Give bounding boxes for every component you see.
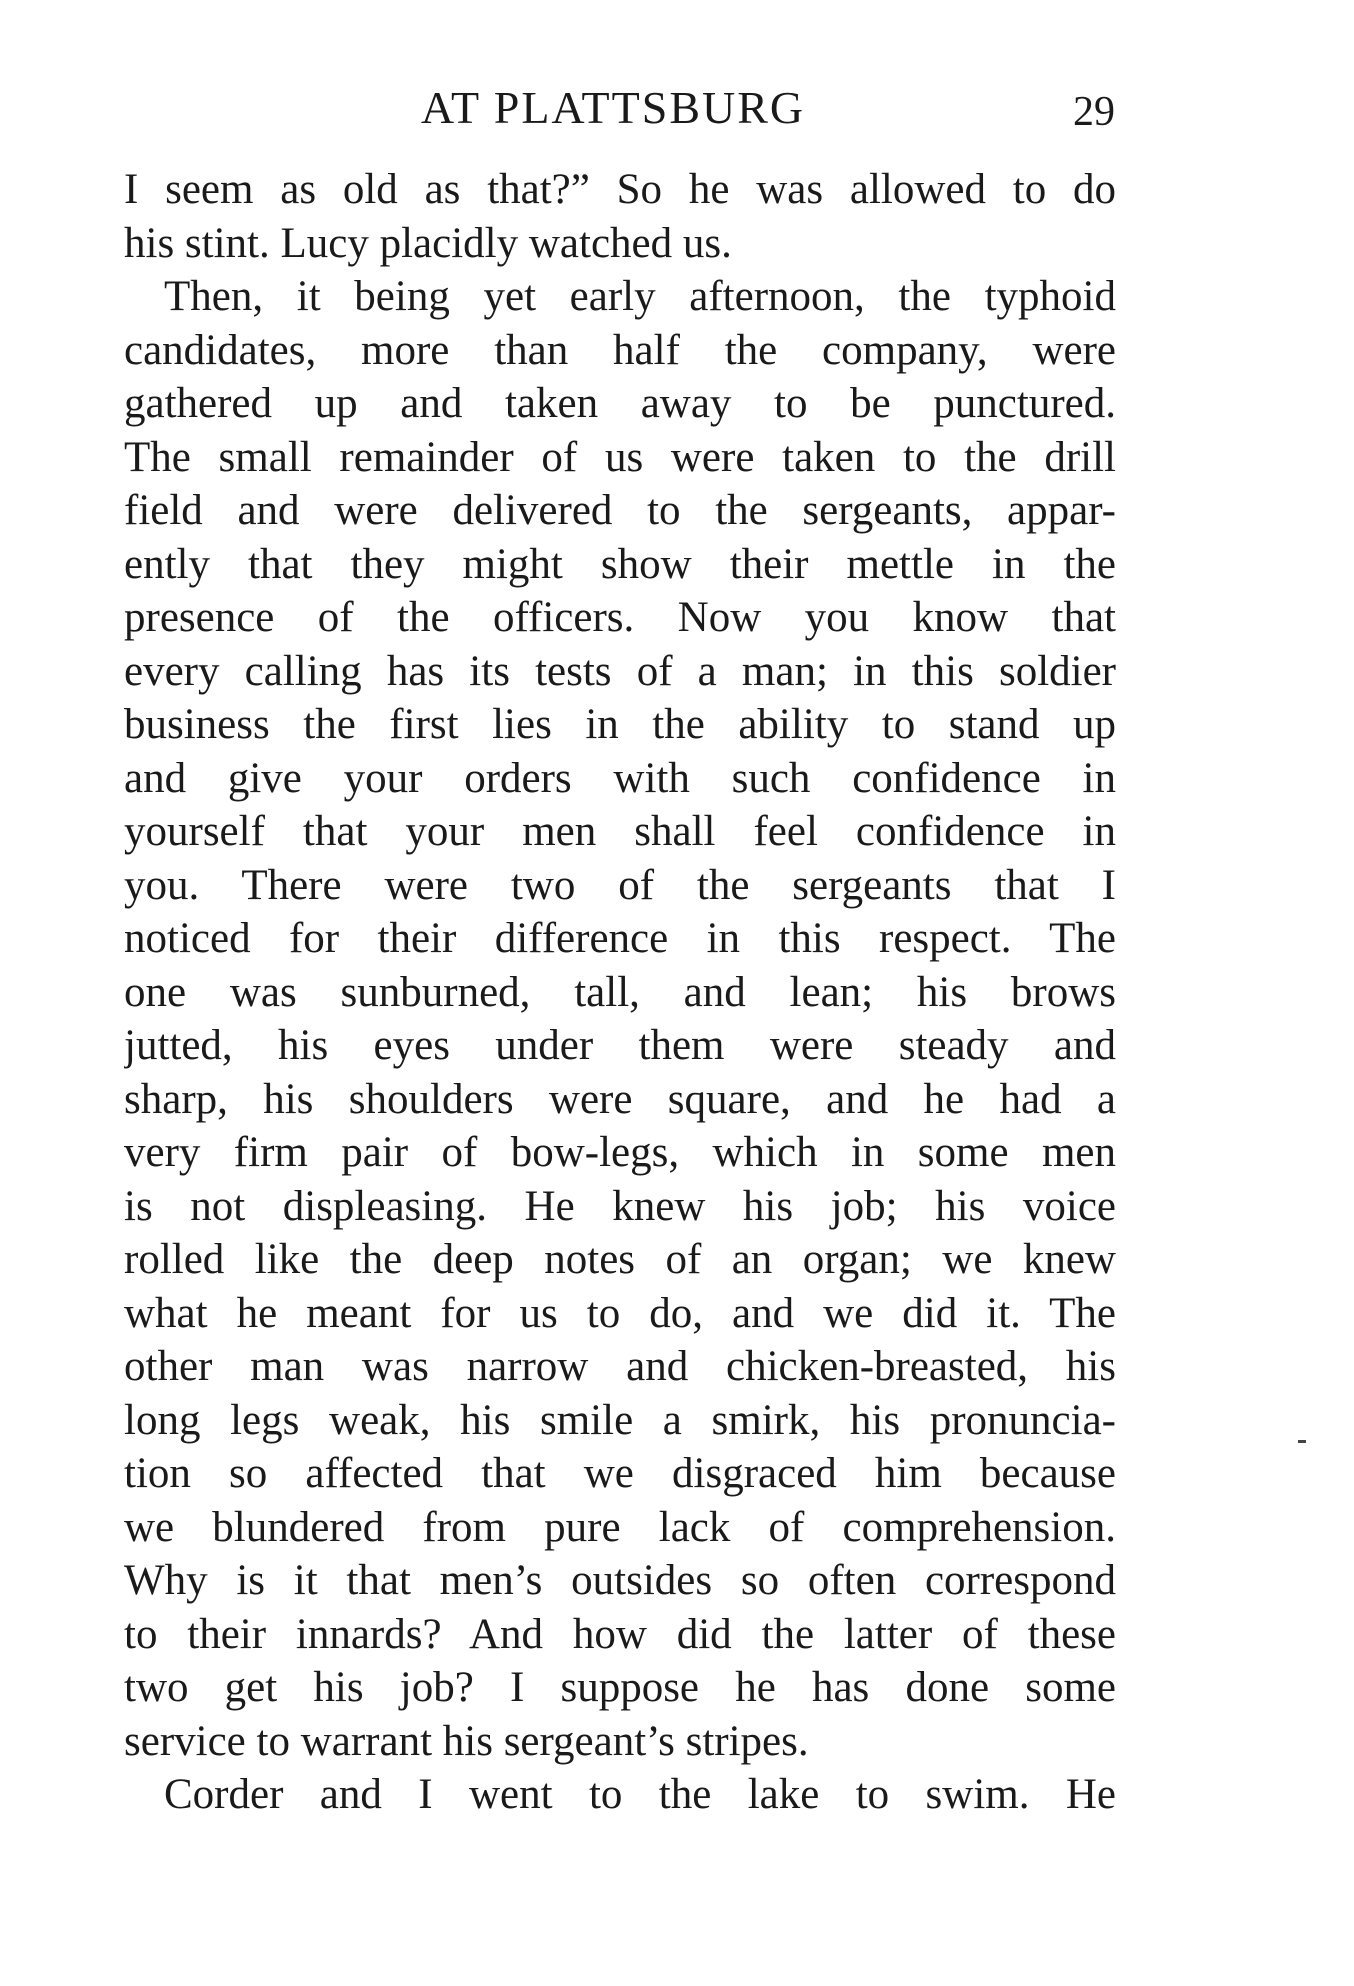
page-number: 29 bbox=[1073, 89, 1115, 135]
body-text bbox=[124, 163, 1116, 1822]
text-line: and give your orders with such confidence in bbox=[124, 754, 1116, 802]
text-line: field and were delivered to the sergeants, appar- bbox=[124, 487, 1116, 534]
text-line: we blundered from pure lack of comprehension. bbox=[124, 1503, 1116, 1551]
text-line: noticed for their difference in this respect. The bbox=[124, 915, 1116, 962]
text-line: every calling has its tests of a man; in this soldier bbox=[124, 647, 1116, 695]
text-line: gathered up and taken away to be punctured. bbox=[124, 380, 1116, 427]
text-line: to their innards? And how did the latter of these bbox=[124, 1610, 1116, 1658]
text-line: candidates, more than half the company, were bbox=[124, 326, 1116, 374]
text-line: sharp, his shoulders were square, and he had a bbox=[124, 1075, 1116, 1123]
margin-mark bbox=[1298, 1440, 1306, 1443]
text-line: long legs weak, his smile a smirk, his pronuncia- bbox=[124, 1396, 1116, 1444]
text-line: rolled like the deep notes of an organ; we knew bbox=[124, 1236, 1116, 1283]
text-line: is not displeasing. He knew his job; his voice bbox=[124, 1182, 1116, 1230]
text-line: ently that they might show their mettle in the bbox=[124, 540, 1116, 588]
text-line: yourself that your men shall feel confidence in bbox=[124, 808, 1116, 855]
text-line: one was sunburned, tall, and lean; his brows bbox=[124, 968, 1116, 1016]
text-line: service to warrant his sergeant’s stripes. bbox=[124, 1717, 809, 1765]
text-line: you. There were two of the sergeants that I bbox=[124, 861, 1116, 909]
text-line: his stint. Lucy placidly watched us. bbox=[124, 219, 732, 267]
text-line: Then, it being yet early afternoon, the typhoid bbox=[164, 273, 1116, 320]
text-line: The small remainder of us were taken to the drill bbox=[124, 433, 1116, 481]
text-line: other man was narrow and chicken-breasted, his bbox=[124, 1343, 1116, 1390]
running-title: AT PLATTSBURG bbox=[420, 82, 806, 133]
text-line: two get his job? I suppose he has done some bbox=[124, 1664, 1116, 1711]
text-line: I seem as old as that?” So he was allowed to do bbox=[124, 166, 1116, 213]
running-head bbox=[0, 78, 1354, 138]
text-line: very firm pair of bow-legs, which in some men bbox=[124, 1129, 1116, 1176]
text-line: Corder and I went to the lake to swim. He bbox=[164, 1771, 1116, 1818]
text-line: Why is it that men’s outsides so often correspond bbox=[124, 1557, 1116, 1604]
text-line: jutted, his eyes under them were steady and bbox=[124, 1022, 1116, 1069]
text-line: presence of the officers. Now you know that bbox=[124, 594, 1116, 641]
text-line: tion so affected that we disgraced him because bbox=[124, 1450, 1116, 1497]
text-line: business the first lies in the ability to stand up bbox=[124, 701, 1116, 748]
text-line: what he meant for us to do, and we did it. The bbox=[124, 1289, 1116, 1337]
